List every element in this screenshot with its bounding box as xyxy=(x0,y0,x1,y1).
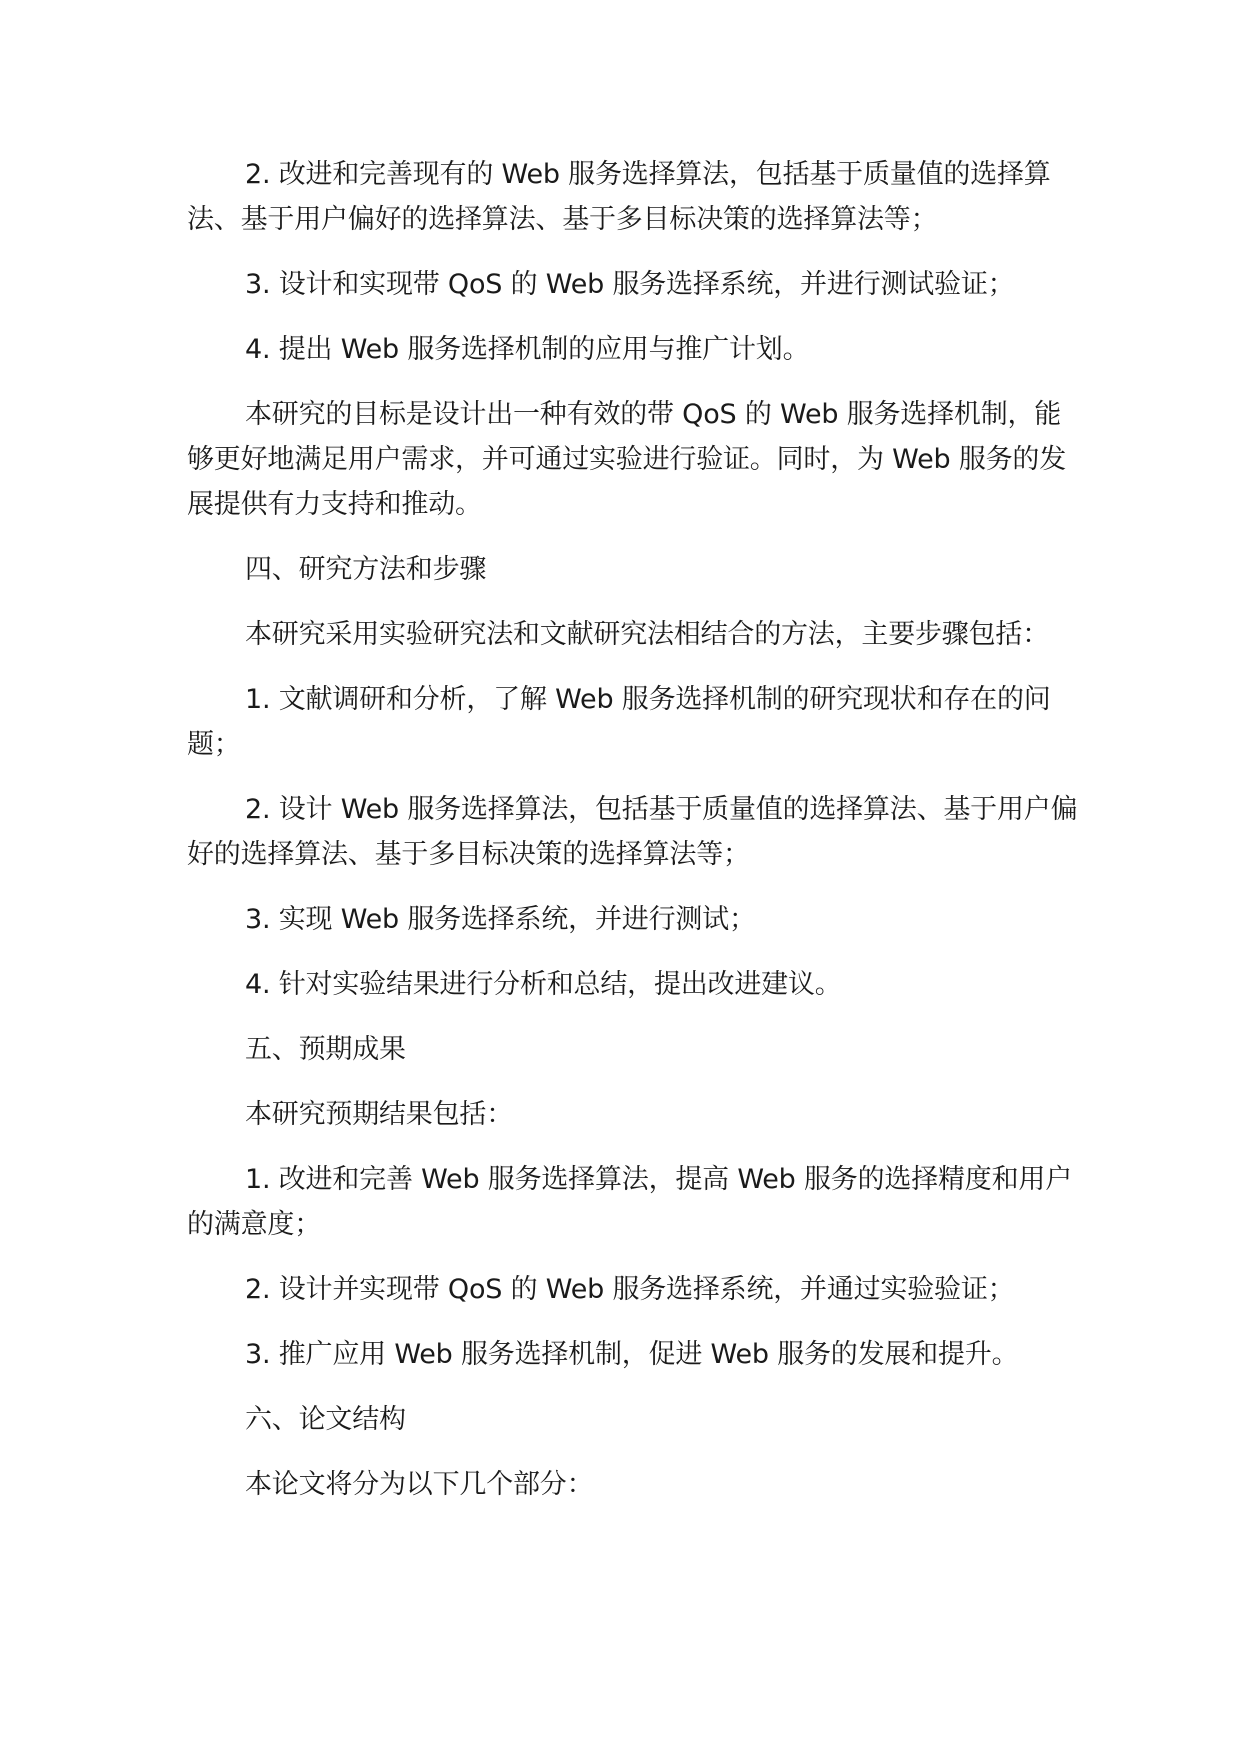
list-item: 1. 文献调研和分析，了解 Web 服务选择机制的研究现状和存在的问题； xyxy=(187,684,1051,760)
list-item: 1. 改进和完善 Web 服务选择算法，提高 Web 服务的选择精度和用户的满意度； xyxy=(187,1164,1073,1240)
list-item: 2. 改进和完善现有的 Web 服务选择算法，包括基于质量值的选择算法、基于用户偏好的选择算法、基于多目标决策的选择算法等； xyxy=(187,159,1051,235)
section-heading: 五、预期成果 xyxy=(245,1034,406,1065)
list-item: 4. 针对实验结果进行分析和总结，提出改进建议。 xyxy=(245,969,842,1000)
list-item: 3. 推广应用 Web 服务选择机制，促进 Web 服务的发展和提升。 xyxy=(245,1339,1019,1370)
body-paragraph: 本研究采用实验研究法和文献研究法相结合的方法，主要步骤包括： xyxy=(245,619,1049,650)
list-item: 4. 提出 Web 服务选择机制的应用与推广计划。 xyxy=(245,334,810,365)
list-item: 3. 实现 Web 服务选择系统，并进行测试； xyxy=(245,904,756,935)
document-body xyxy=(187,152,1087,1527)
body-paragraph: 本研究预期结果包括： xyxy=(245,1099,513,1130)
section-heading: 四、研究方法和步骤 xyxy=(245,554,487,585)
section-heading: 六、论文结构 xyxy=(245,1404,406,1435)
list-item: 3. 设计和实现带 QoS 的 Web 服务选择系统，并进行测试验证； xyxy=(245,269,1015,300)
body-paragraph: 本研究的目标是设计出一种有效的带 QoS 的 Web 服务选择机制，能够更好地满足用户需求，并可通过实验进行验证。同时，为 Web 服务的发展提供有力支持和推动。 xyxy=(187,399,1067,520)
body-paragraph: 本论文将分为以下几个部分： xyxy=(245,1469,594,1500)
list-item: 2. 设计并实现带 QoS 的 Web 服务选择系统，并通过实验验证； xyxy=(245,1274,1015,1305)
list-item: 2. 设计 Web 服务选择算法，包括基于质量值的选择算法、基于用户偏好的选择算法、基于多目标决策的选择算法等； xyxy=(187,794,1078,870)
